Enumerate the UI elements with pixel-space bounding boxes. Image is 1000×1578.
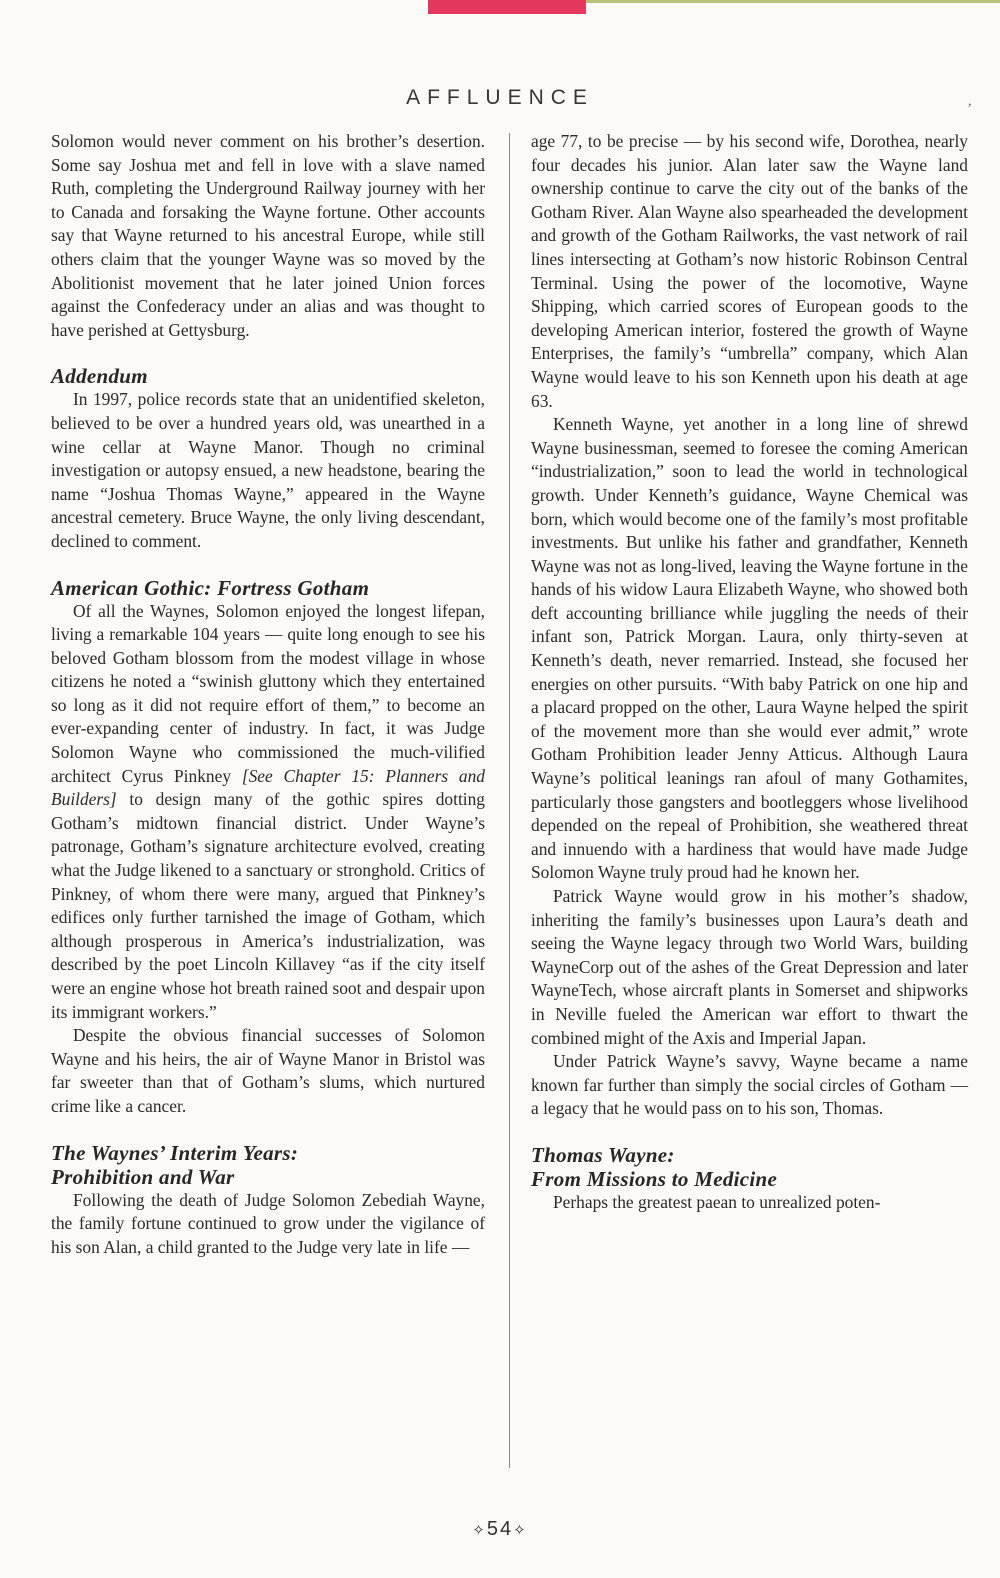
heading-line: Prohibition and War	[51, 1164, 235, 1189]
paragraph	[51, 600, 485, 1025]
text-run: Of all the Waynes, Solomon enjoyed the longest lifepan, living a remarkable 104 years — quite long enough to see his beloved Gotham blossom from the modest village in whose citizens he noted a “swinish gluttony which they entertained so long as it did not require effort of them,” to become an ever-expanding center of industry. In fact, it was Judge Solomon Wayne who commissioned the much-vilified architect Cyrus Pinkney	[51, 600, 485, 786]
page-number-value: 54	[486, 1518, 514, 1540]
heading-line: Thomas Wayne:	[531, 1142, 675, 1167]
ornament-right-icon: ✧	[513, 1522, 528, 1539]
paragraph: Following the death of Judge Solomon Zebediah Wayne, the family fortune continued to grow under the vigilance of his son Alan, a child granted to the Judge very late in life —	[51, 1189, 485, 1257]
column-divider	[509, 133, 510, 1468]
left-column	[51, 130, 485, 1259]
paragraph: Under Patrick Wayne’s savvy, Wayne became a name known far further than simply the social circles of Gotham — a legacy that he would pass on to his son, Thomas.	[531, 1051, 968, 1119]
header-mark: ,	[968, 94, 972, 109]
ornament-left-icon: ✧	[472, 1522, 487, 1539]
right-column	[531, 130, 968, 1215]
section-heading-interim-years	[51, 1141, 485, 1189]
paragraph: Perhaps the greatest paean to unrealized poten-	[553, 1191, 881, 1212]
paragraph: In 1997, police records state that an unidentified skeleton, believed to be over a hundred years old, was unearthed in a wine cellar at Wayne Manor. Though no criminal investigation or autopsy ensued, a new headstone, bearing the name “Joshua Thomas Wayne,” appeared in the Wayne ancestral cemetery. Bruce Wayne, the only living descendant, declined to comment.	[51, 389, 485, 551]
paragraph: Patrick Wayne would grow in his mother’s shadow, inheriting the family’s businesses upon Laura’s death and seeing the Wayne legacy through two World Wars, building WayneCorp out of the ashes of the Great Depression and later WayneTech, whose aircraft plants in Somerset and shipworks in Neville fueled the American war effort to thwart the combined might of the Axis and Imperial Japan.	[531, 886, 968, 1048]
section-heading-american-gothic: American Gothic: Fortress Gotham	[51, 575, 370, 600]
text-run: to design many of the gothic spires dotting Gotham’s midtown financial district. Under Wayne’s patronage, Gotham’s signature architecture evolved, creating what the Judge likened to a sanctuary or stronghold. Critics of Pinkney, of whom there were many, argued that Pinkney’s edifices only further tarnished the image of Gotham, which although prosperous in America’s industrialization, was described by the poet Lincoln Killavey “as if the city itself were an engine whose hot breath rained soot and despair upon its immigrant workers.”	[51, 789, 485, 1022]
section-heading-thomas-wayne	[531, 1143, 968, 1191]
top-color-tab	[428, 0, 586, 14]
page-number	[0, 1518, 1000, 1541]
running-head: AFFLUENCE	[406, 86, 594, 109]
paragraph: Solomon would never comment on his brother’s desertion. Some say Joshua met and fell in love with a slave named Ruth, completing the Underground Railway journey with her to Canada and forsaking the Wayne fortune. Other accounts say that Wayne returned to his ancestral Europe, while still others claim that the younger Wayne was so moved by the Abolitionist movement that he later joined Union forces against the Confederacy under an alias and was thought to have perished at Gettysburg.	[51, 131, 485, 340]
heading-line: From Missions to Medicine	[531, 1166, 778, 1191]
paragraph: age 77, to be precise — by his second wife, Dorothea, nearly four decades his junior. Alan later saw the Wayne land ownership continue to carve the city out of the banks of the Gotham River. Alan Wayne also spearheaded the development and growth of the Gotham Railworks, the vast network of rail lines intersecting at Gotham’s now historic Robinson Central Terminal. Using the power of the locomotive, Wayne Shipping, which carried scores of European goods to the developing American interior, fostered the growth of Wayne Enterprises, the family’s “umbrella” company, which Alan Wayne would leave to his son Kenneth upon his death at age 63.	[531, 131, 968, 411]
chapter-reference: [See Chapter 15: Planners and Builders]	[51, 765, 486, 810]
top-rule	[586, 0, 1000, 3]
paragraph: Despite the obvious financial successes of Solomon Wayne and his heirs, the air of Wayne Manor in Bristol was far sweeter than that of Gotham’s slums, which nurtured crime like a cancer.	[51, 1025, 485, 1116]
heading-line: The Waynes’ Interim Years:	[51, 1140, 299, 1165]
paragraph: Kenneth Wayne, yet another in a long line of shrewd Wayne businessman, seemed to foresee the coming American “industrialization,” soon to lead the world in technological growth. Under Kenneth’s guidance, Wayne Chemical was born, which would become one of the family’s most profitable investments. But unlike his father and grandfather, Kenneth Wayne was not as long-lived, leaving the Wayne fortune in the hands of his widow Laura Elizabeth Wayne, who showed both deft accounting brilliance while juggling the needs of their infant son, Patrick Morgan. Laura, only thirty-seven at Kenneth’s death, never remarried. Instead, she focused her energies on other pursuits. “With baby Patrick on one hip and a placard propped on the other, Laura Wayne helped the spirit of the movement more than she would ever admit,” wrote Gotham Prohibition leader Jenny Atticus. Although Laura Wayne’s political leanings ran afoul of many Gothamites, particularly those gangsters and bootleggers whose livelihood depended on the repeal of Prohibition, she weathered threat and innuendo with a hardiness that would have made Judge Solomon Wayne truly proud had he known her.	[531, 414, 968, 883]
section-heading-addendum: Addendum	[51, 364, 148, 389]
